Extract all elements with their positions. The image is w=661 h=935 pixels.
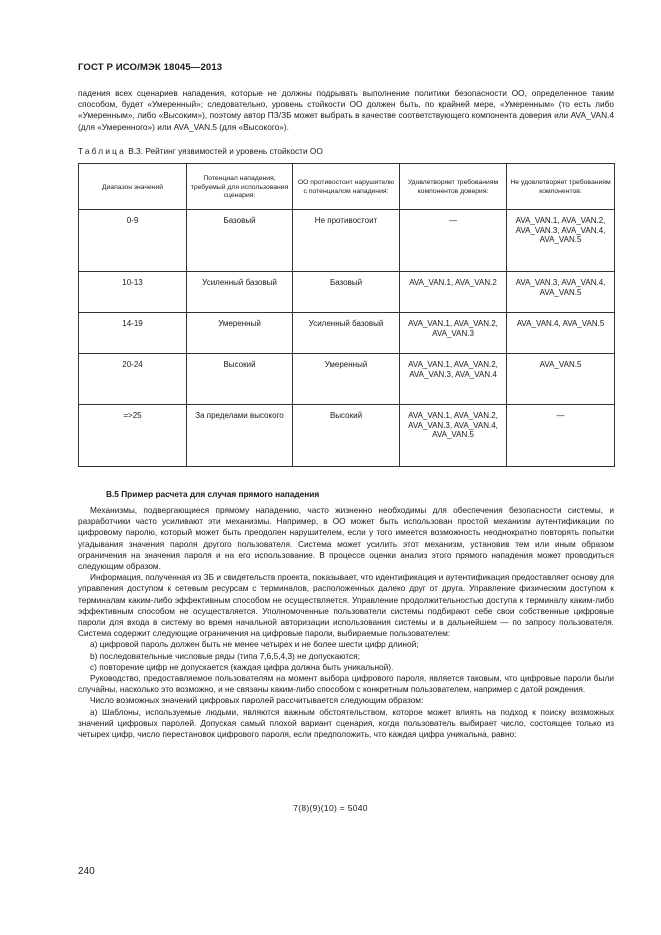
table-header-cell: Не удовлетворяет требованиям компонентов: (507, 164, 615, 210)
section-body (78, 505, 614, 740)
intro-text: падения всех сценариев нападения, которые не должны подрывать выполнение политики безопасности ОО, определенное таким способом, будет «Умеренный»; следовательно, уровень стойкости ОО должен быть, по крайней мере, «Умеренным» (то есть либо «Умеренным», либо «Высоким»), поэтому автор ПЗ/ЗБ может выбрать в качестве соответствующего компонента доверия или AVA_VAN.4 (для «Умеренного») или AVA_VAN.5 (для «Высокого»). (78, 88, 614, 132)
potential-cell: Умеренный (187, 313, 293, 354)
table-caption-title: В.3. Рейтинг уязвимостей и уровень стойкости ОО (128, 146, 323, 156)
not-satisfies-cell: AVA_VAN.1, AVA_VAN.2, AVA_VAN.3, AVA_VAN.4, AVA_VAN.5 (507, 210, 615, 272)
table-caption-prefix: Таблица (78, 146, 126, 156)
not-satisfies-cell: — (507, 405, 615, 467)
section-title: В.5 Пример расчета для случая прямого нападения (106, 489, 320, 499)
paragraph-mechanisms: Механизмы, подвергающиеся прямому нападению, часто жизненно необходимы для обеспечения безопасности системы, и разработчики часто усиливают эти механизмы. Например, в ОО может быть использован простой механизм аутентификации по цифровому паролю, который может быть преодолен нарушителем, если у того имеется возможность неоднократно повторять попытки угадывания значения пароля другого пользователя. Система может усилить этот механизм, установив тем или иным образом ограничения на значения пароля и на его использование. В процессе оценки анализ этого прямого нападения может проводиться следующим образом. (78, 505, 614, 572)
paragraph-guidance: Руководство, предоставляемое пользователям на момент выбора цифрового пароля, является таковым, что цифровые пароли были случайны, насколько это возможно, и не связаны каким-либо способом с конкретным пользователем, например с датой рождения. (78, 673, 614, 695)
resists-cell: Умеренный (293, 354, 400, 405)
table-caption (78, 146, 323, 156)
table-header-cell: Диапазон значений (79, 164, 187, 210)
satisfies-cell: AVA_VAN.1, AVA_VAN.2, AVA_VAN.3, AVA_VAN.4, AVA_VAN.5 (400, 405, 507, 467)
resists-cell: Не противостоит (293, 210, 400, 272)
vulnerability-rating-table (78, 163, 615, 467)
potential-cell: За пределами высокого (187, 405, 293, 467)
table-row (79, 272, 615, 313)
range-cell: 10-13 (79, 272, 187, 313)
intro-paragraph (78, 88, 614, 133)
range-cell: =>25 (79, 405, 187, 467)
resists-cell: Высокий (293, 405, 400, 467)
paragraph-count-intro: Число возможных значений цифровых паролей рассчитывается следующим образом: (90, 695, 424, 706)
table-header-cell: Удовлетворяет требованиям компонентов доверия: (400, 164, 507, 210)
table-row (79, 210, 615, 272)
table-header-cell: Потенциал нападения, требуемый для использования сценария: (187, 164, 293, 210)
table-header-row (79, 164, 615, 210)
not-satisfies-cell: AVA_VAN.5 (507, 354, 615, 405)
list-item: c) повторение цифр не допускается (каждая цифра должна быть уникальной). (90, 661, 394, 672)
list-item: b) последовательные числовые ряды (типа 7,6,5,4,3) не допускаются; (90, 650, 360, 661)
potential-cell: Высокий (187, 354, 293, 405)
satisfies-cell: AVA_VAN.1, AVA_VAN.2, AVA_VAN.3, AVA_VAN.4 (400, 354, 507, 405)
satisfies-cell: — (400, 210, 507, 272)
page-number: 240 (78, 866, 95, 877)
range-cell: 20-24 (79, 354, 187, 405)
list-item: a) цифровой пароль должен быть не менее четырех и не более шести цифр длиной; (90, 639, 419, 650)
table-row (79, 313, 615, 354)
table-row (79, 405, 615, 467)
satisfies-cell: AVA_VAN.1, AVA_VAN.2, AVA_VAN.3 (400, 313, 507, 354)
paragraph-templates: a) Шаблоны, используемые людьми, являются важным обстоятельством, которое может влиять на подход к поиску возможных значений цифровых паролей. Допуская самый плохой вариант сценария, когда пользователь выбирает число, состоящее только из четырех цифр, число перестановок цифрового пароля, если предположить, что каждая цифра уникальна, равно: (78, 706, 614, 740)
potential-cell: Усиленный базовый (187, 272, 293, 313)
not-satisfies-cell: AVA_VAN.3, AVA_VAN.4, AVA_VAN.5 (507, 272, 615, 313)
range-cell: 0-9 (79, 210, 187, 272)
not-satisfies-cell: AVA_VAN.4, AVA_VAN.5 (507, 313, 615, 354)
potential-cell: Базовый (187, 210, 293, 272)
resists-cell: Базовый (293, 272, 400, 313)
satisfies-cell: AVA_VAN.1, AVA_VAN.2 (400, 272, 507, 313)
document-header: ГОСТ Р ИСО/МЭК 18045—2013 (78, 62, 223, 73)
table-header-cell: ОО противостоит нарушителю с потенциалом нападения: (293, 164, 400, 210)
restrictions-list (78, 639, 614, 673)
table-row (79, 354, 615, 405)
range-cell: 14-19 (79, 313, 187, 354)
resists-cell: Усиленный базовый (293, 313, 400, 354)
permutation-formula: 7(8)(9)(10) = 5040 (293, 803, 368, 813)
paragraph-information: Информация, полученная из ЗБ и свидетельств проекта, показывает, что идентификация и аутентификация предоставляет основу для управления доступом к сетевым ресурсам с терминалов, расположенных далеко друг от друга. Управление физическим доступом к терминалам каким-либо эффективным способом не осуществляется. Управление продолжительностью доступа к терминалу каким-либо эффективным способом не осуществляется. Уполномоченные пользователи системы подбирают себе свои собственные цифровые пароли для входа в систему во время начальной авторизации использования системы и в дальнейшем — по запросу пользователя. Система содержит следующие ограничения на цифровые пароли, выбираемые пользователем: (78, 572, 614, 639)
